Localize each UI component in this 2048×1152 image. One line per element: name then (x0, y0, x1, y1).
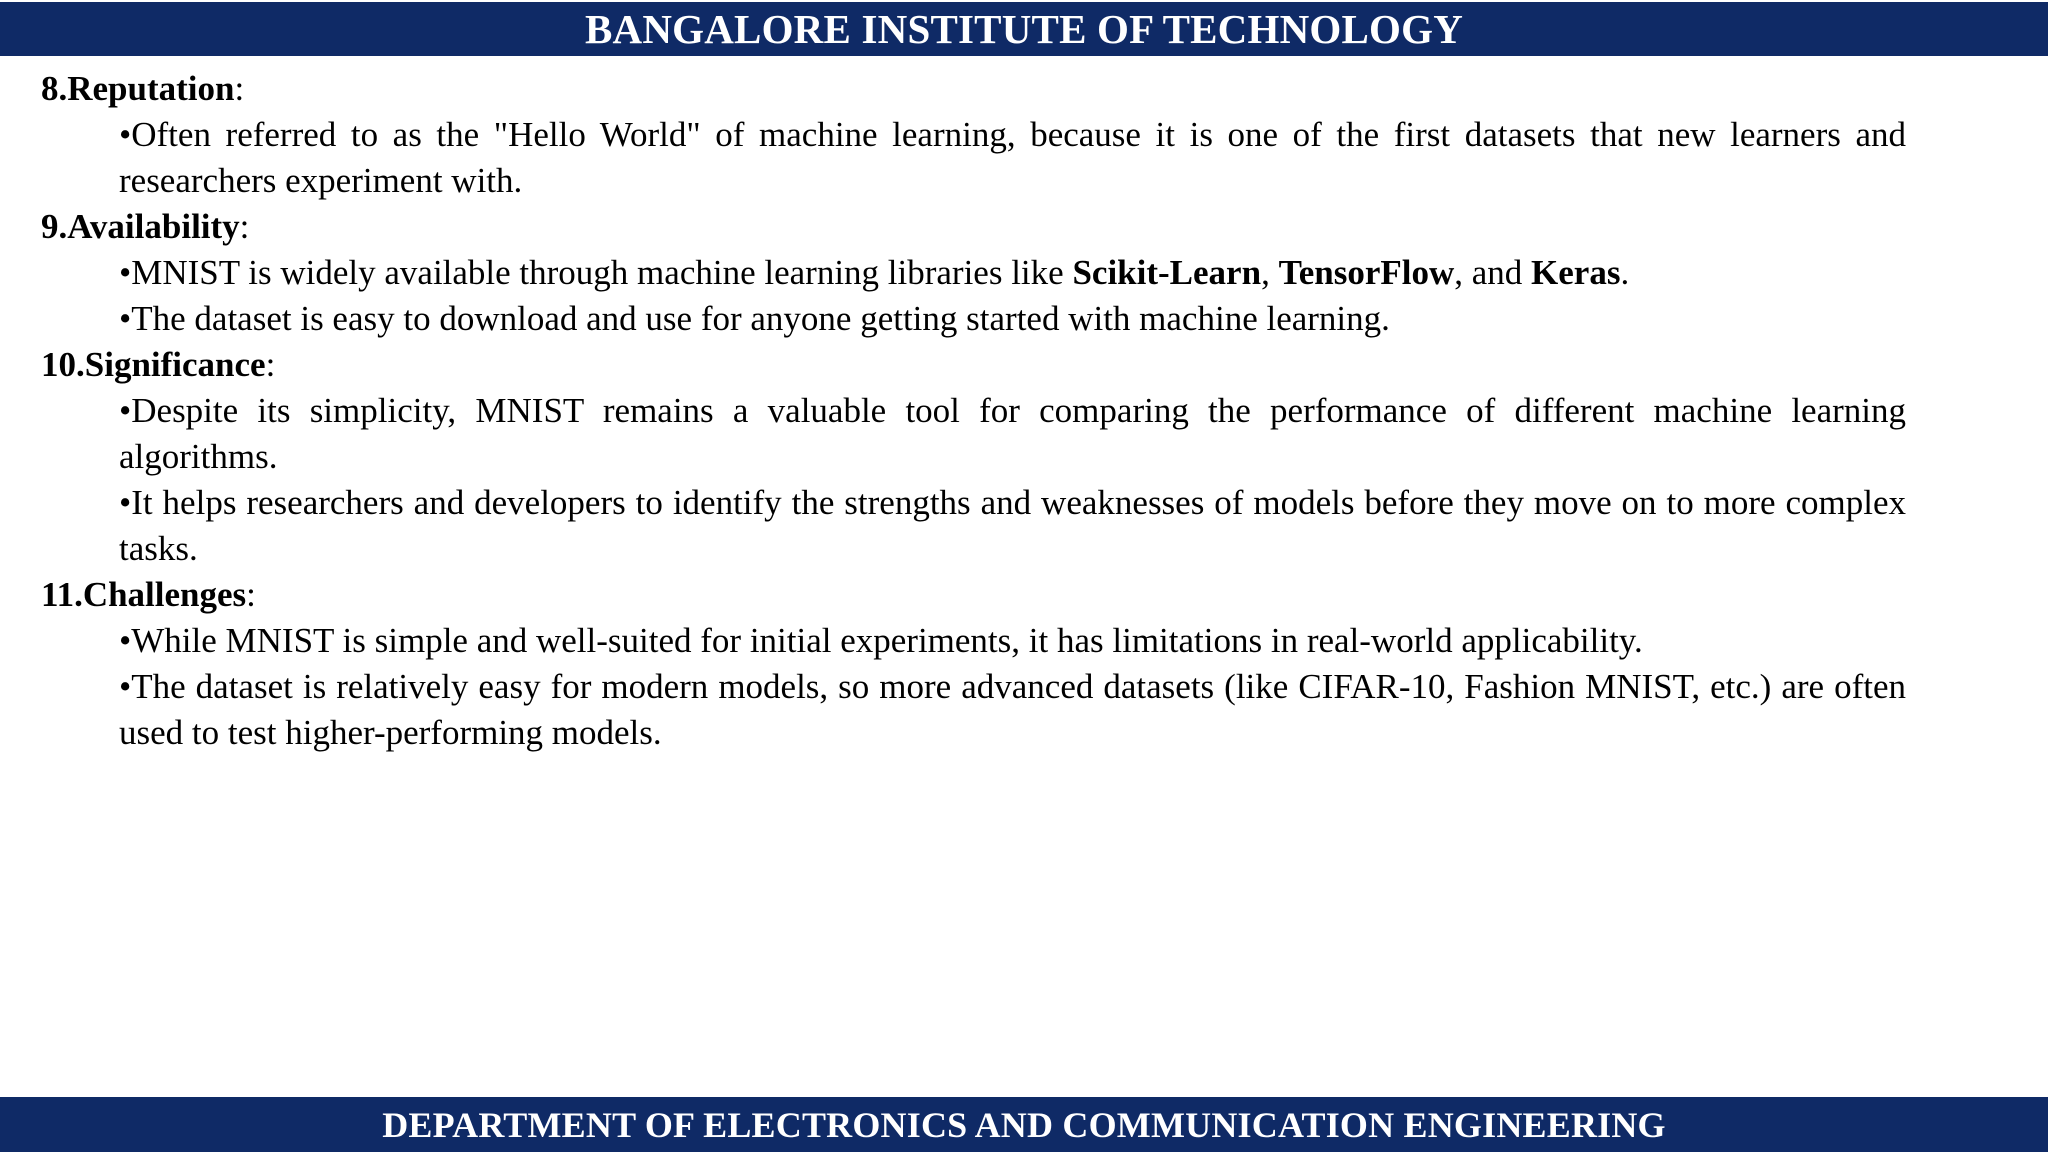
header-title: BANGALORE INSTITUTE OF TECHNOLOGY (584, 6, 1464, 52)
bullet-item: •It helps researchers and developers to identify the strengths and weaknesses of models before they move on to more complex tasks. (119, 483, 1906, 568)
library-name: Keras (1531, 253, 1621, 292)
section-label: 9.Availability (41, 207, 240, 246)
bullet-text: , and (1454, 253, 1532, 292)
section-heading-significance (41, 342, 1906, 388)
section-heading-challenges (41, 572, 1906, 618)
library-name: TensorFlow (1278, 253, 1455, 292)
section-heading-reputation (41, 66, 1906, 112)
section-label: 8.Reputation (41, 69, 235, 108)
section-label: 11.Challenges (41, 575, 247, 614)
bullet-text: . (1620, 253, 1630, 292)
section-suffix: : (234, 69, 245, 108)
section-suffix: : (239, 207, 250, 246)
bullet-item: •The dataset is easy to download and use for anyone getting started with machine learning. (119, 299, 1390, 338)
bullet-item-libraries (119, 250, 1906, 296)
footer-title: DEPARTMENT OF ELECTRONICS AND COMMUNICATION ENGINEERING (382, 1104, 1666, 1145)
bullet-text: , (1261, 253, 1279, 292)
header-banner (0, 2, 2048, 56)
bullet-item: •The dataset is relatively easy for modern models, so more advanced datasets (like CIFAR-10, Fashion MNIST, etc.) are often used to test higher-performing models. (119, 667, 1906, 752)
bullet-item: •Often referred to as the "Hello World" of machine learning, because it is one of the first datasets that new learners and researchers experiment with. (119, 115, 1906, 200)
bullet-item: •While MNIST is simple and well-suited for initial experiments, it has limitations in real-world applicability. (119, 621, 1643, 660)
bullet-item: •Despite its simplicity, MNIST remains a valuable tool for comparing the performance of different machine learning algorithms. (119, 391, 1906, 476)
section-suffix: : (265, 345, 276, 384)
section-heading-availability (41, 204, 1906, 250)
footer-banner (0, 1097, 2048, 1152)
bullet-text: •MNIST is widely available through machine learning libraries like (119, 253, 1073, 292)
section-suffix: : (246, 575, 256, 614)
slide-content (41, 66, 1906, 756)
section-label: 10.Significance (41, 345, 266, 384)
library-name: Scikit-Learn (1072, 253, 1262, 292)
